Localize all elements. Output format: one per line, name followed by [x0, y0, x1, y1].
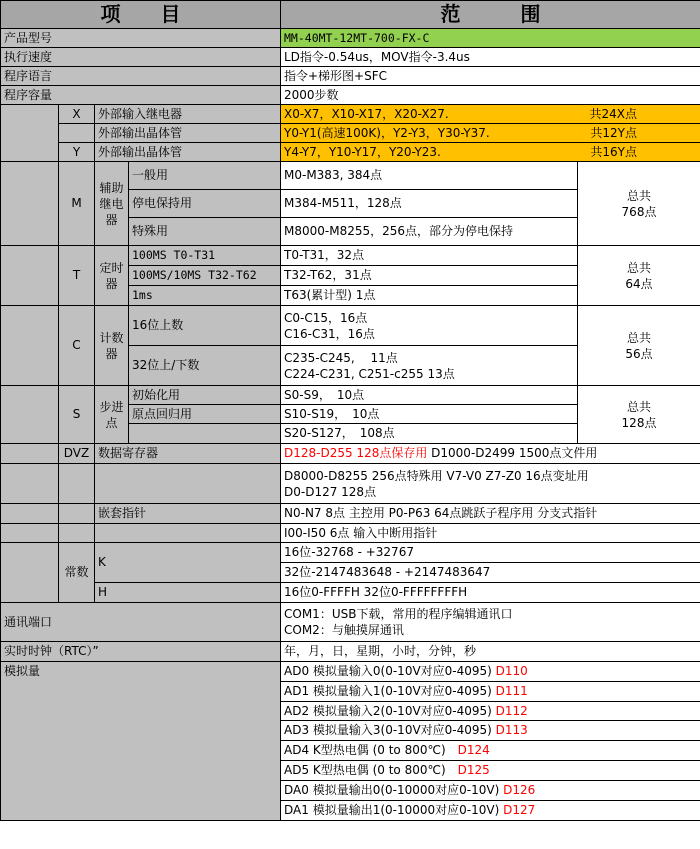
analog-reg: D126	[503, 783, 536, 797]
comm-label: 通讯端口	[1, 603, 281, 642]
y-code: Y	[59, 143, 95, 162]
const-h-label: H	[95, 583, 281, 603]
counter-updown-range2: C224-C231, C251-c255 13点	[284, 366, 455, 381]
counter-total-text: 总共 56点	[625, 330, 653, 361]
counter-total	[578, 306, 700, 386]
aux-hold-range: M384-M511，128点	[281, 190, 578, 218]
y2-range-text: Y4-Y7，Y10-Y17，Y20-Y23.	[284, 144, 441, 159]
counter-updown-range	[281, 346, 578, 386]
y2-label: 外部输出晶体管	[95, 143, 281, 162]
model-value: MM-40MT-12MT-700-FX-C	[281, 29, 700, 48]
analog-row	[281, 781, 700, 801]
step-total-text: 总共 128点	[621, 399, 657, 430]
ptr-blank-a	[1, 504, 59, 524]
analog-reg: D124	[457, 743, 490, 757]
ptr-blank-b	[59, 504, 95, 524]
analog-reg: D112	[495, 703, 528, 718]
dreg2-blank-b	[59, 464, 95, 504]
counter-up-range2: C16-C31，16点	[284, 326, 375, 341]
timer-total	[578, 246, 700, 306]
aux-total-text: 总共 768点	[621, 188, 657, 219]
analog-label: 模拟量	[1, 662, 281, 821]
analog-reg: D127	[503, 803, 536, 817]
aux-blank	[1, 162, 59, 246]
dreg-range3: D0-D127 128点	[284, 484, 377, 499]
rtc-label: 实时时钟（RTC）”	[1, 642, 281, 662]
step-blank	[1, 386, 59, 444]
step-origin-range: S10-S19， 10点	[281, 405, 578, 424]
analog-text: AD5 K型热电偶 (0 to 800℃)	[284, 763, 458, 777]
y2-range	[281, 143, 700, 162]
ptr2-blank-c	[95, 524, 281, 543]
analog-row	[281, 682, 700, 702]
x-code: X	[59, 105, 95, 124]
analog-text: AD4 K型热电偶 (0 to 800℃)	[284, 743, 458, 757]
analog-text: AD0 模拟量输入0(0-10V对应0-4095)	[284, 664, 496, 678]
analog-row	[281, 761, 700, 781]
aux-general-label: 一般用	[129, 162, 281, 190]
timer-blank	[1, 246, 59, 306]
header-items: 项 目	[1, 1, 281, 29]
timer-r2-label: 100MS/10MS T32-T62	[129, 266, 281, 286]
rtc-value: 年，月，日，星期，小时，分钟，秒	[281, 642, 700, 662]
step-group: 步进点	[95, 386, 129, 444]
language-label: 程序语言	[1, 67, 281, 86]
aux-code: M	[59, 162, 95, 246]
counter-up-range	[281, 306, 578, 346]
y1-code-blank	[59, 124, 95, 143]
step-r3-blank	[129, 424, 281, 444]
const-group: 常数	[59, 543, 95, 603]
dreg-code: DVZ	[59, 444, 95, 464]
x-range-text: X0-X7，X10-X17，X20-X27.	[284, 106, 449, 121]
step-total	[578, 386, 700, 444]
comm-com2: COM2：与触摸屏通讯	[284, 623, 404, 637]
analog-reg: D110	[495, 664, 528, 678]
ptr2-blank-a	[1, 524, 59, 543]
language-value: 指令+梯形图+SFC	[281, 67, 700, 86]
dreg2-blank-a	[1, 464, 59, 504]
counter-up-range1: C0-C15，16点	[284, 310, 368, 325]
analog-text: AD1 模拟量输入1(0-10V对应0-4095)	[284, 684, 496, 698]
step-r3-range: S20-S127， 108点	[281, 424, 578, 444]
aux-hold-label: 停电保持用	[129, 190, 281, 218]
speed-label: 执行速度	[1, 48, 281, 67]
timer-group: 定时器	[95, 246, 129, 306]
dreg-blank	[1, 444, 59, 464]
x-label: 外部输入继电器	[95, 105, 281, 124]
timer-r2-range: T32-T62，31点	[281, 266, 578, 286]
io-blank	[1, 105, 59, 162]
header-range: 范 围	[281, 1, 700, 29]
const-blank	[1, 543, 59, 603]
step-origin-label: 原点回归用	[129, 405, 281, 424]
const-k-label: K	[95, 543, 281, 583]
comm-range	[281, 603, 700, 642]
analog-text: DA1 模拟量输出1(0-10000对应0-10V)	[284, 803, 504, 817]
timer-r1-range: T0-T31，32点	[281, 246, 578, 266]
analog-row	[281, 662, 700, 682]
analog-reg: D113	[495, 723, 528, 737]
analog-text: DA0 模拟量输出0(0-10000对应0-10V)	[284, 783, 504, 797]
pointer-range2: I00-I50 6点 输入中断用指针	[281, 524, 700, 543]
ptr2-blank-b	[59, 524, 95, 543]
analog-row	[281, 741, 700, 761]
timer-r1-label: 100MS T0-T31	[129, 246, 281, 266]
const-k1: 16位-32768 - +32767	[281, 543, 700, 563]
step-init-range: S0-S9， 10点	[281, 386, 578, 405]
counter-updown-label: 32位上/下数	[129, 346, 281, 386]
step-code: S	[59, 386, 95, 444]
counter-up-label: 16位上数	[129, 306, 281, 346]
capacity-value: 2000步数	[281, 86, 700, 105]
analog-row	[281, 702, 700, 721]
timer-r3-label: 1ms	[129, 286, 281, 306]
dreg2-blank-c	[95, 464, 281, 504]
analog-text: AD2 模拟量输入2(0-10V对应0-4095)	[284, 703, 496, 718]
dreg-range-red: D128-D255 128点保存用	[284, 446, 428, 460]
dreg-range1	[281, 444, 700, 464]
analog-text: AD3 模拟量输入3(0-10V对应0-4095)	[284, 723, 496, 737]
comm-com1: COM1：USB下载，常用的程序编辑通讯口	[284, 607, 513, 621]
aux-general-range: M0-M383, 384点	[281, 162, 578, 190]
x-total: 共24X点	[589, 106, 637, 121]
dreg-label: 数据寄存器	[95, 444, 281, 464]
y1-total: 共12Y点	[590, 125, 637, 140]
capacity-label: 程序容量	[1, 86, 281, 105]
y1-range-text: Y0-Y1(高速100K)，Y2-Y3，Y30-Y37.	[284, 125, 490, 140]
counter-updown-range1: C235-C245, 11点	[284, 350, 398, 365]
y1-label: 外部输出晶体管	[95, 124, 281, 143]
timer-r3-range: T63(累计型) 1点	[281, 286, 578, 306]
analog-row	[281, 801, 700, 821]
y2-total: 共16Y点	[590, 144, 637, 159]
const-h1: 16位0-FFFFH 32位0-FFFFFFFFH	[281, 583, 700, 603]
x-range	[281, 105, 700, 124]
analog-row	[281, 721, 700, 741]
speed-value: LD指令-0.54us，MOV指令-3.4us	[281, 48, 700, 67]
analog-reg: D125	[457, 763, 490, 777]
counter-code: C	[59, 306, 95, 386]
dreg-range2-cell	[281, 464, 700, 504]
aux-group: 辅助继电器	[95, 162, 129, 246]
aux-total	[578, 162, 700, 246]
analog-reg: D111	[495, 684, 528, 698]
aux-special-range: M8000-M8255，256点，部分为停电保持	[281, 218, 578, 246]
y1-range	[281, 124, 700, 143]
step-init-label: 初始化用	[129, 386, 281, 405]
dreg-range-rest: D1000-D2499 1500点文件用	[427, 446, 598, 460]
pointer-range1: N0-N7 8点 主控用 P0-P63 64点跳跃子程序用 分支式指针	[281, 504, 700, 524]
timer-total-text: 总共 64点	[625, 260, 653, 291]
aux-special-label: 特殊用	[129, 218, 281, 246]
timer-code: T	[59, 246, 95, 306]
model-label: 产品型号	[1, 29, 281, 48]
counter-group: 计数器	[95, 306, 129, 386]
pointer-label: 嵌套指针	[95, 504, 281, 524]
dreg-range2: D8000-D8255 256点特殊用 V7-V0 Z7-Z0 16点变址用	[284, 468, 589, 483]
counter-blank	[1, 306, 59, 386]
const-k2: 32位-2147483648 - +2147483647	[281, 563, 700, 583]
